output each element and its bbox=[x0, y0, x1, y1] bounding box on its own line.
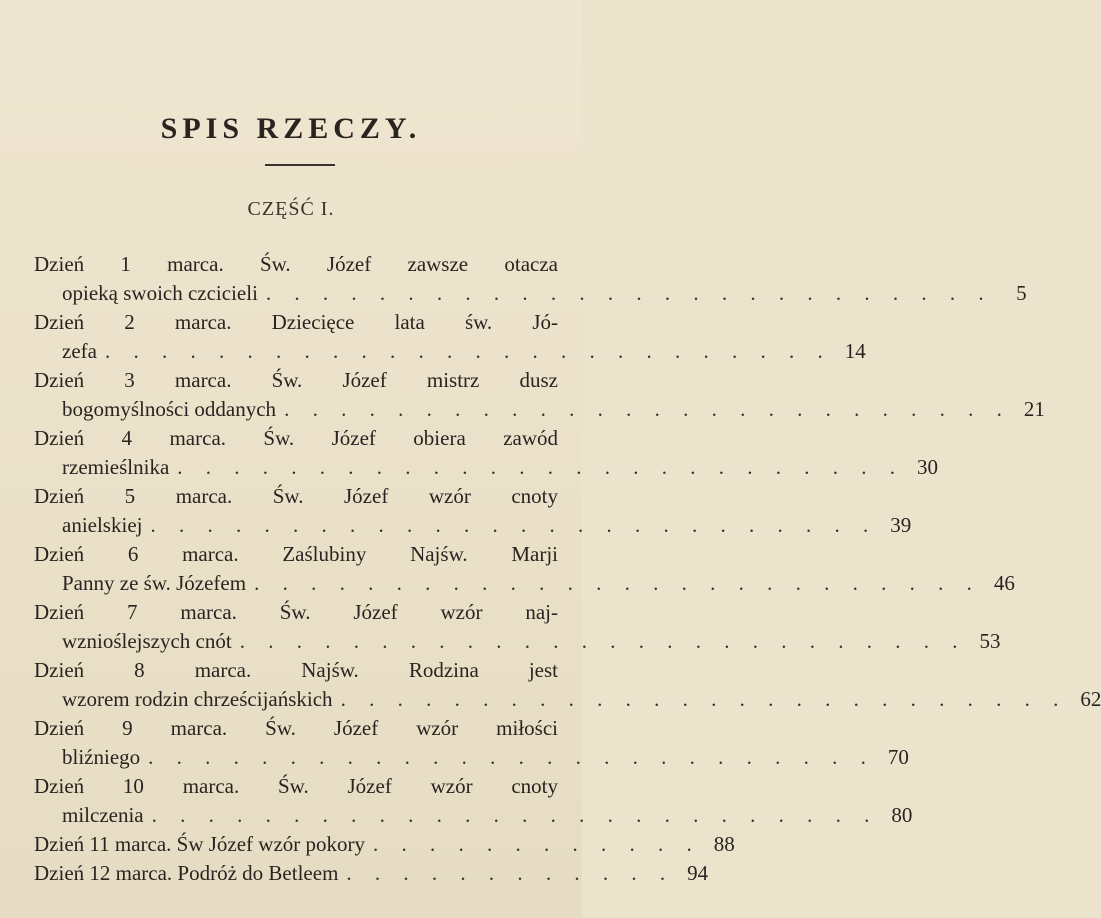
toc-page-number: 94 bbox=[687, 861, 709, 885]
toc-entry-title-continued: milczenia bbox=[62, 803, 144, 827]
dot-leader: . . . . . . . . . . . . . . . . . . . . . . . . . . bbox=[340, 687, 1068, 711]
part-heading: CZĘŚĆ I. bbox=[247, 198, 335, 220]
toc-entry bbox=[34, 598, 1001, 656]
toc-page-number: 80 bbox=[891, 803, 913, 827]
page-title: SPIS RZECZY. bbox=[160, 112, 422, 145]
dot-leader: . . . . . . . . . . . . . . . . . . . . . . . . . . bbox=[104, 339, 832, 363]
toc-page-number: 88 bbox=[713, 832, 735, 856]
dot-leader: . . . . . . . . . . . . bbox=[373, 832, 701, 856]
toc-entry-title-continued: bogomyślności oddanych bbox=[62, 397, 277, 421]
toc-page-number: 14 bbox=[844, 339, 866, 363]
toc-entry-title-continued: wznioślejszych cnót bbox=[62, 629, 232, 653]
toc-entry bbox=[34, 656, 1101, 714]
toc-entry-title: Dzień 12 marca. Podróż do Betleem bbox=[34, 861, 339, 885]
toc-entry-title: Dzień 1 marca. Św. Józef zawsze otacza bbox=[34, 252, 558, 276]
table-of-contents bbox=[34, 250, 1101, 888]
toc-entry-title: Dzień 7 marca. Św. Józef wzór naj- bbox=[34, 600, 558, 624]
toc-entry bbox=[34, 540, 1015, 598]
toc-entry-title-continued: wzorem rodzin chrześcijańskich bbox=[62, 687, 333, 711]
dot-leader: . . . . . . . . . . . . . . . . . . . . . . . . . . bbox=[239, 629, 967, 653]
dot-leader: . . . . . . . . . . . . . . . . . . . . . . . . . . bbox=[148, 745, 875, 769]
toc-page-number: 5 bbox=[1016, 281, 1027, 305]
toc-entry-title: Dzień 4 marca. Św. Józef obiera zawód bbox=[34, 426, 558, 450]
toc-entry-title-continued: rzemieślnika bbox=[62, 455, 170, 479]
toc-entry-title: Dzień 5 marca. Św. Józef wzór cnoty bbox=[34, 484, 558, 508]
toc-entry-title-continued: Panny ze św. Józefem bbox=[62, 571, 247, 595]
toc-entry-title: Dzień 6 marca. Zaślubiny Najśw. Marji bbox=[34, 542, 558, 566]
dot-leader: . . . . . . . . . . . . . . . . . . . . . . . . . . bbox=[151, 803, 879, 827]
dot-leader: . . . . . . . . . . . . . . . . . . . . . . . . . . bbox=[254, 571, 981, 595]
toc-page-number: 53 bbox=[979, 629, 1001, 653]
dot-leader: . . . . . . . . . . . . . . . . . . . . . . . . . . bbox=[150, 513, 878, 537]
toc-entry bbox=[34, 772, 913, 830]
toc-entry-title: Dzień 3 marca. Św. Józef mistrz dusz bbox=[34, 368, 558, 392]
dot-leader: . . . . . . . . . . . . bbox=[346, 861, 675, 885]
toc-entry bbox=[34, 714, 909, 772]
toc-entry-title: Dzień 10 marca. Św. Józef wzór cnoty bbox=[34, 774, 558, 798]
toc-entry bbox=[34, 482, 912, 540]
toc-entry-title: Dzień 9 marca. Św. Józef wzór miłości bbox=[34, 716, 558, 740]
dot-leader: . . . . . . . . . . . . . . . . . . . . . . . . . . bbox=[265, 281, 993, 305]
toc-entry-title-continued: bliźniego bbox=[62, 745, 141, 769]
toc-entry-title: Dzień 2 marca. Dziecięce lata św. Jó- bbox=[34, 310, 558, 334]
toc-entry bbox=[34, 308, 866, 366]
toc-page-number: 70 bbox=[887, 745, 909, 769]
title-divider bbox=[265, 164, 335, 166]
toc-entry-title-continued: opieką swoich czcicieli bbox=[62, 281, 258, 305]
toc-page-number: 39 bbox=[890, 513, 912, 537]
dot-leader: . . . . . . . . . . . . . . . . . . . . . . . . . . bbox=[177, 455, 905, 479]
toc-entry-title-continued: zefa bbox=[62, 339, 97, 363]
toc-page-number: 21 bbox=[1023, 397, 1045, 421]
toc-entry-title: Dzień 8 marca. Najśw. Rodzina jest bbox=[34, 658, 558, 682]
toc-entry bbox=[34, 424, 939, 482]
toc-page-number: 30 bbox=[917, 455, 939, 479]
toc-entry-title: Dzień 11 marca. Św Józef wzór pokory bbox=[34, 832, 366, 856]
toc-entry bbox=[34, 250, 1027, 308]
toc-entry bbox=[34, 830, 735, 859]
toc-page-number: 62 bbox=[1080, 687, 1101, 711]
toc-entry-title-continued: anielskiej bbox=[62, 513, 143, 537]
toc-entry bbox=[34, 366, 1045, 424]
dot-leader: . . . . . . . . . . . . . . . . . . . . . . . . . . bbox=[284, 397, 1011, 421]
toc-page-number: 46 bbox=[993, 571, 1015, 595]
toc-entry bbox=[34, 859, 709, 888]
